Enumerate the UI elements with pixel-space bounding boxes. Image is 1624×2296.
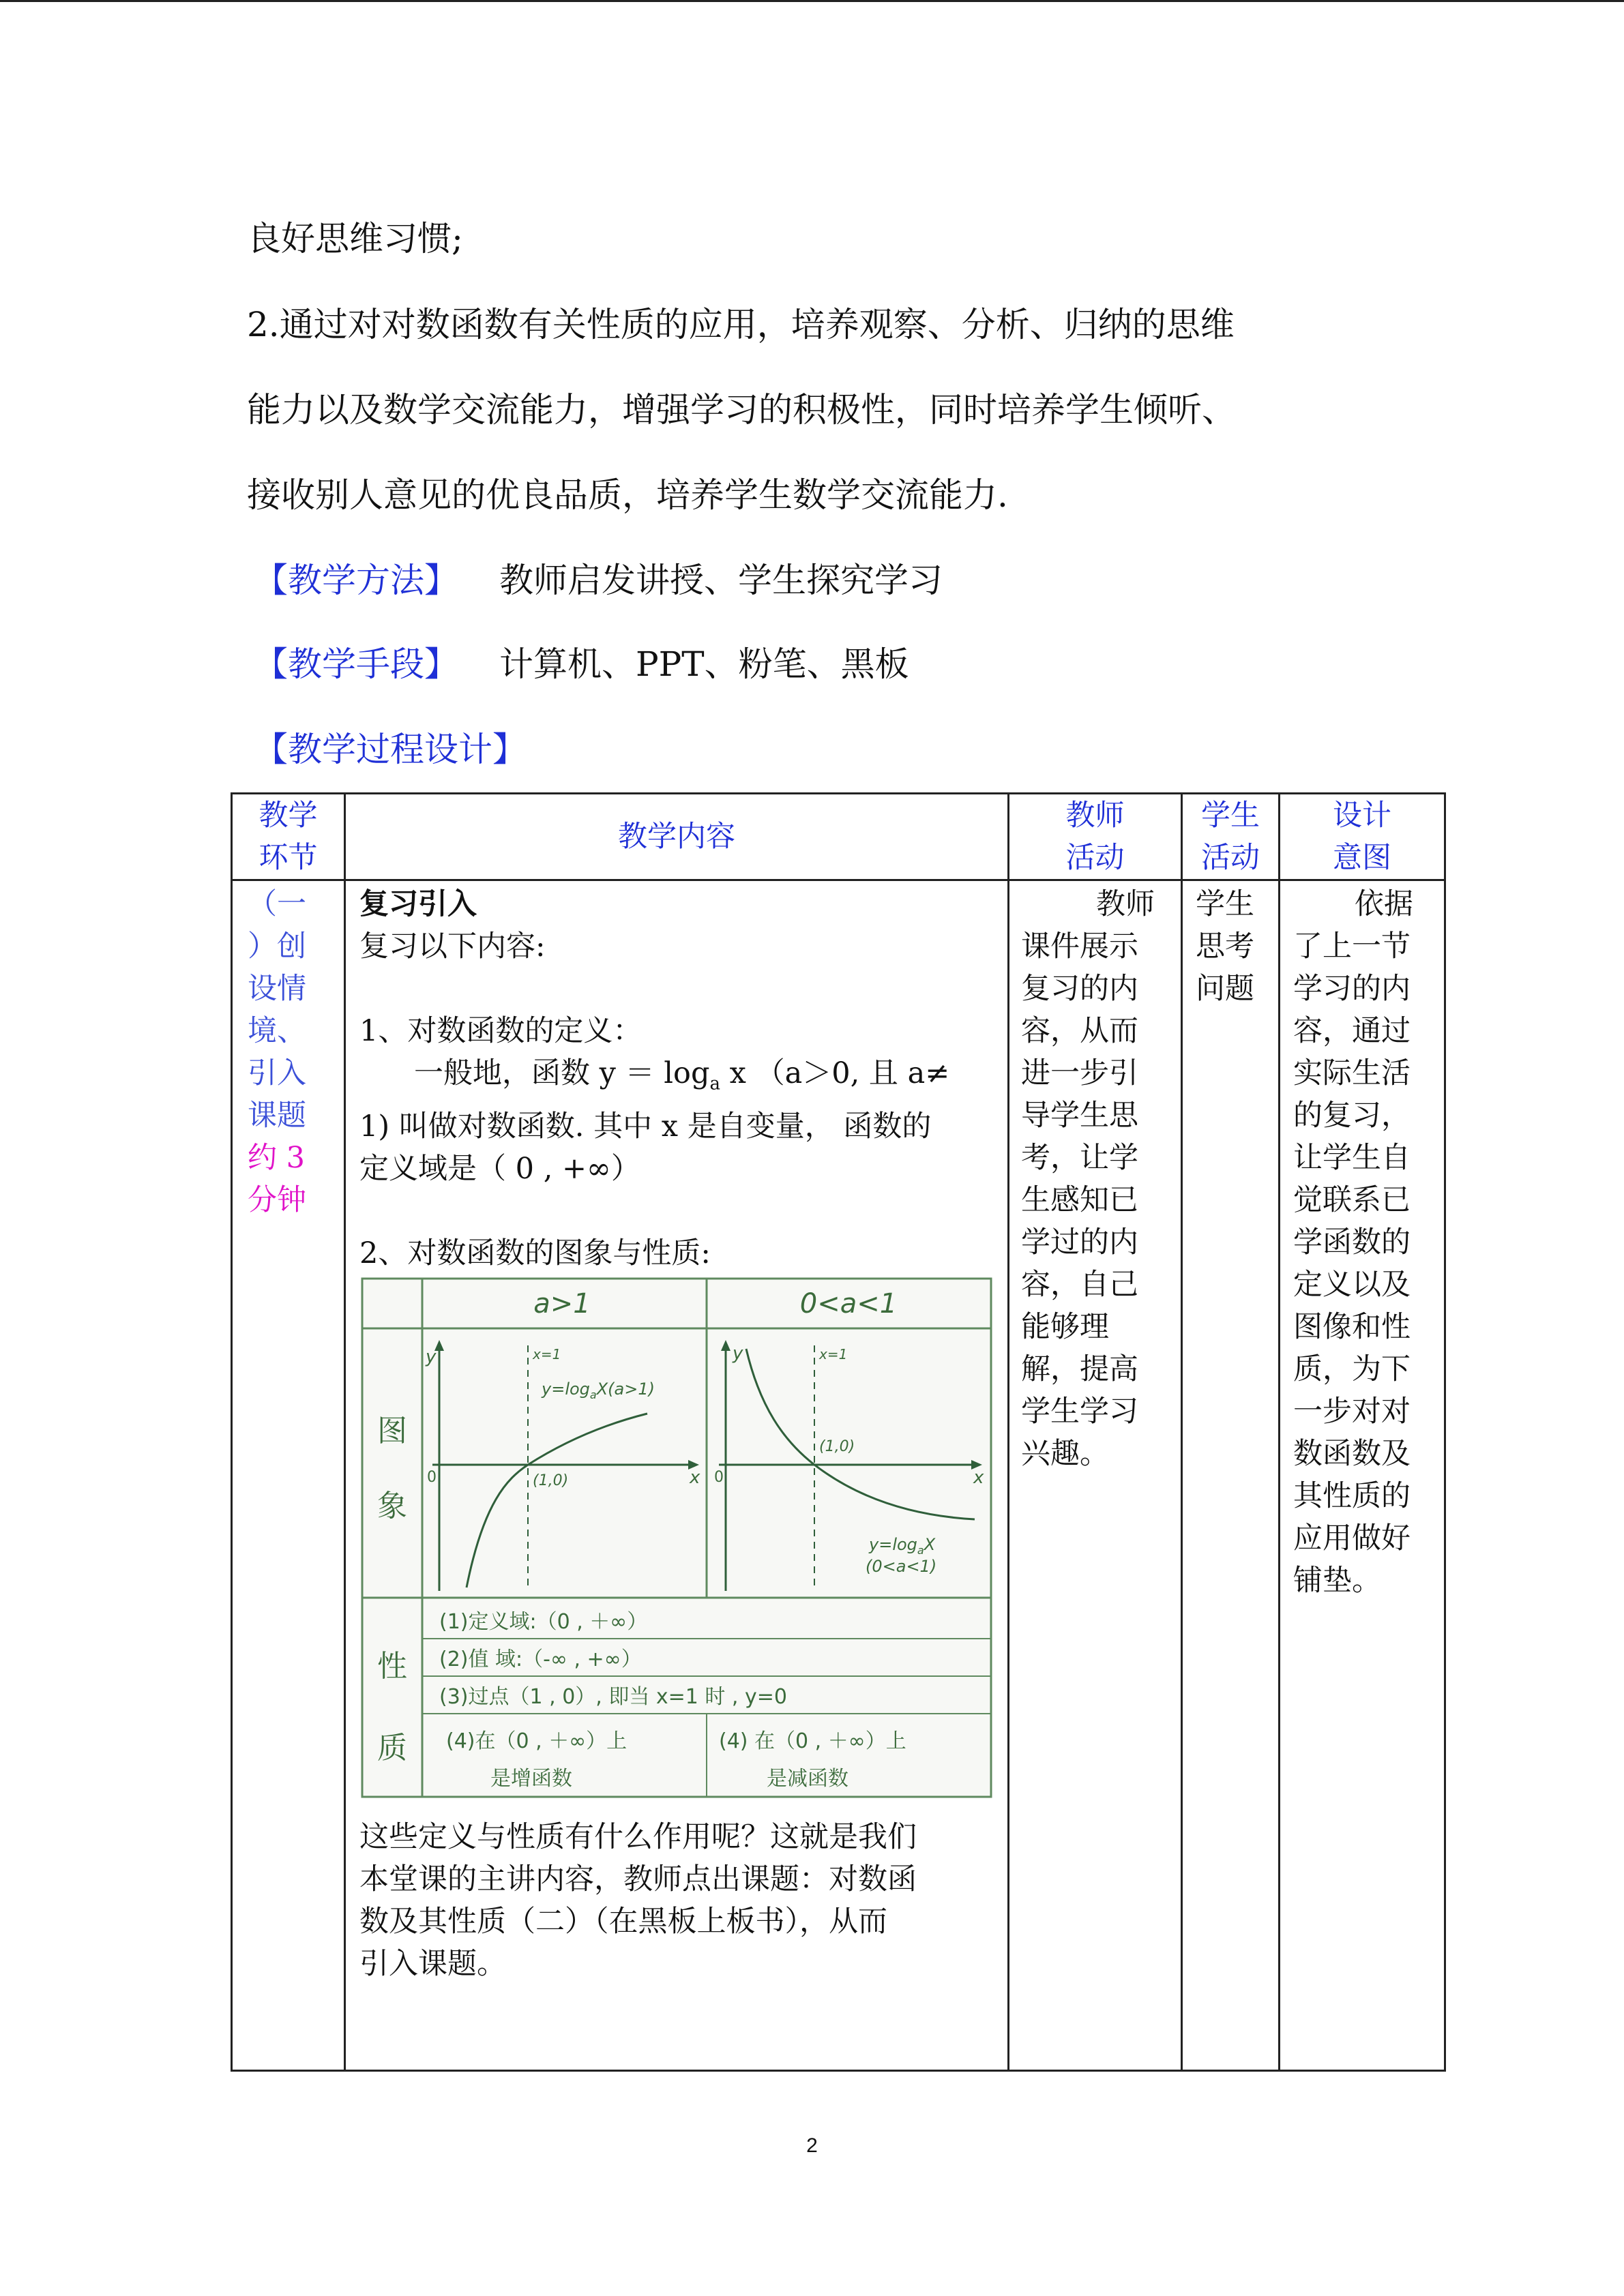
- header-teacher-activity: [1009, 794, 1181, 879]
- axis-label: y: [733, 1343, 743, 1364]
- header-design-line: 意图: [1333, 841, 1391, 875]
- design-intent-line: 一步对对: [1293, 1395, 1411, 1429]
- design-intent-line: 其性质的: [1293, 1479, 1411, 1513]
- design-intent-line: 学函数的: [1293, 1225, 1411, 1259]
- curve-label-text: X(a>1): [596, 1380, 655, 1399]
- design-intent-line: 了上一节: [1293, 929, 1411, 964]
- page-number: 2: [806, 2134, 818, 2157]
- axis-label: x: [690, 1467, 700, 1488]
- teaching-means-value: 计算机、PPT、粉笔、黑板: [499, 644, 909, 684]
- stage-duration-line: 约 3: [248, 1141, 306, 1175]
- body-paragraph: 能力以及数学交流能力，增强学习的积极性，同时培养学生倾听、: [247, 390, 1236, 430]
- design-intent-line: 学习的内: [1293, 972, 1411, 1006]
- student-activity-line: 思考: [1196, 929, 1254, 964]
- property-decreasing: (4) 在（0 , ＋∞）上: [719, 1729, 906, 1753]
- definition-line: [359, 1052, 1001, 1105]
- origin-label: 0: [427, 1469, 437, 1486]
- row-label-graph: 图: [377, 1414, 407, 1448]
- log-function-figure-svg: [361, 1277, 992, 1798]
- property-increasing: (4)在（0 , ＋∞）上: [446, 1729, 628, 1753]
- table-divider: [344, 794, 346, 2070]
- curve-label-text: X: [924, 1535, 936, 1554]
- header-student-line: 活动: [1201, 841, 1260, 875]
- header-stage-line: 环节: [259, 841, 318, 875]
- student-activity-line: 问题: [1196, 972, 1254, 1006]
- closing-line: 本堂课的主讲内容，教师点出课题：对数函: [359, 1862, 917, 1896]
- student-activity-line: 学生: [1196, 887, 1254, 921]
- stage-line: 境、: [248, 1014, 306, 1048]
- body-paragraph: 2.通过对对数函数有关性质的应用，培养观察、分析、归纳的思维: [247, 305, 1235, 344]
- design-intent-line: 铺垫。: [1293, 1564, 1381, 1598]
- lesson-plan-table: [231, 792, 1446, 2072]
- teacher-activity-line: 复习的内: [1021, 972, 1138, 1006]
- teacher-activity-line: 生感知已: [1021, 1183, 1138, 1217]
- property-range: (2)值 域:（-∞ , +∞）: [439, 1648, 642, 1671]
- closing-paragraph: [359, 1816, 1001, 1985]
- design-intent-line: 定义以及: [1293, 1268, 1411, 1302]
- table-divider: [1181, 794, 1183, 2070]
- content-intro: 复习以下内容:: [359, 929, 546, 964]
- table-divider: [1007, 794, 1009, 2070]
- design-intent-line: 容，通过: [1293, 1014, 1411, 1048]
- teaching-process-heading: [254, 725, 527, 774]
- curve-label: [541, 1380, 655, 1401]
- figure-head-a-gt-1: a>1: [533, 1288, 591, 1320]
- stage-line: （一: [248, 887, 306, 921]
- closing-line: 这些定义与性质有什么作用呢？这就是我们: [359, 1820, 917, 1854]
- body-paragraph: 良好思维习惯;: [247, 219, 463, 258]
- design-intent-line: 图像和性: [1293, 1310, 1411, 1344]
- teaching-method-label: 【教学方法】: [254, 561, 458, 600]
- teacher-activity-cell: [1021, 883, 1178, 1475]
- definition-line: 1) 叫做对数函数. 其中 x 是自变量， 函数的: [359, 1109, 932, 1144]
- teaching-means-label: 【教学手段】: [254, 644, 458, 684]
- header-stage: [233, 794, 344, 879]
- header-content: 教学内容: [618, 820, 735, 854]
- axis-label: x: [973, 1467, 984, 1488]
- design-intent-line: 依据: [1355, 887, 1413, 921]
- stage-line: 课题: [248, 1099, 306, 1133]
- teacher-activity-line: 解，提高: [1021, 1352, 1138, 1386]
- teacher-activity-line: 容，从而: [1021, 1014, 1138, 1048]
- design-intent-line: 让学生自: [1293, 1141, 1411, 1175]
- header-stage-line: 教学: [259, 799, 318, 833]
- design-intent-line: 的复习，: [1293, 1099, 1411, 1133]
- design-intent-line: 数函数及: [1293, 1437, 1411, 1471]
- graph-properties-title: 2、对数函数的图象与性质:: [359, 1236, 711, 1270]
- teaching-process-label: 【教学过程设计】: [254, 730, 527, 769]
- table-divider: [1278, 794, 1280, 2070]
- teacher-activity-line: 教师: [1096, 887, 1155, 921]
- header-design-intent: [1280, 794, 1444, 879]
- curve-label-text: y=log: [542, 1380, 590, 1399]
- origin-label: 0: [714, 1469, 724, 1486]
- curve-label-text: y=log: [869, 1535, 917, 1554]
- teacher-activity-line: 兴趣。: [1021, 1437, 1109, 1471]
- closing-line: 引入课题。: [359, 1947, 506, 1981]
- row-label-props: 性: [377, 1649, 407, 1684]
- teaching-means-line: [254, 640, 909, 689]
- curve-label: [868, 1535, 936, 1557]
- stage-line: 设情: [248, 972, 306, 1006]
- teacher-activity-line: 学生学习: [1021, 1395, 1138, 1429]
- teacher-activity-line: 课件展示: [1021, 929, 1138, 964]
- design-intent-line: 质，为下: [1293, 1352, 1411, 1386]
- header-student-line: 学生: [1201, 799, 1260, 833]
- teacher-activity-line: 学过的内: [1021, 1225, 1138, 1259]
- row-label-props: 质: [377, 1731, 407, 1765]
- curve-label-sub: a: [917, 1544, 924, 1557]
- teacher-activity-line: 能够理: [1021, 1310, 1109, 1344]
- teaching-method-value: 教师启发讲授、学生探究学习: [499, 561, 943, 600]
- curve-condition: (0<a<1): [866, 1557, 937, 1576]
- definition-line: 定义域是（ 0 , +∞）: [359, 1151, 640, 1186]
- design-intent-cell: [1293, 883, 1443, 1602]
- page-top-border: [0, 0, 1624, 2]
- definition-text: x （a＞0, 且 a≠: [720, 1056, 950, 1090]
- design-intent-line: 实际生活: [1293, 1056, 1411, 1090]
- closing-line: 数及其性质（二）（在黑板上板书），从而: [359, 1905, 887, 1939]
- vline-label: x=1: [819, 1346, 848, 1362]
- teacher-activity-line: 导学生思: [1021, 1099, 1138, 1133]
- stage-duration-line: 分钟: [248, 1183, 306, 1217]
- student-activity-cell: [1196, 883, 1276, 1010]
- header-student-activity: [1183, 794, 1278, 879]
- curve-label-sub: a: [589, 1388, 597, 1401]
- point-label: (1,0): [533, 1472, 569, 1489]
- table-divider: [233, 879, 1444, 881]
- design-intent-line: 应用做好: [1293, 1521, 1411, 1555]
- property-domain: (1)定义域:（0 , ＋∞）: [439, 1610, 648, 1634]
- log-function-figure: [361, 1277, 992, 1798]
- stage-line: ）创: [248, 929, 306, 964]
- point-label: (1,0): [819, 1438, 855, 1455]
- content-cell: [359, 883, 1001, 1274]
- stage-cell: [233, 883, 344, 1221]
- vline-label: x=1: [533, 1346, 561, 1362]
- log-base: a: [709, 1073, 720, 1094]
- row-label-graph: 象: [377, 1489, 407, 1523]
- teaching-method-line: [254, 556, 943, 605]
- header-teacher-line: 活动: [1065, 841, 1125, 875]
- teacher-activity-line: 进一步引: [1021, 1056, 1138, 1090]
- header-design-line: 设计: [1333, 799, 1391, 833]
- teacher-activity-line: 考，让学: [1021, 1141, 1138, 1175]
- property-increasing: 是增函数: [490, 1767, 572, 1791]
- stage-line: 引入: [248, 1056, 306, 1090]
- body-paragraph: 接收别人意见的优良品质，培养学生数学交流能力.: [247, 475, 1008, 515]
- header-teacher-line: 教师: [1065, 799, 1125, 833]
- definition-title: 1、对数函数的定义：: [359, 1014, 643, 1048]
- content-title: 复习引入: [359, 887, 477, 921]
- axis-label: y: [426, 1347, 437, 1367]
- figure-head-a-between: 0<a<1: [799, 1288, 898, 1320]
- property-decreasing: 是减函数: [767, 1767, 848, 1791]
- design-intent-line: 觉联系已: [1293, 1183, 1411, 1217]
- property-fixed-point: (3)过点（1 , 0）, 即当 x=1 时 , y=0: [439, 1685, 787, 1709]
- teacher-activity-line: 容，自己: [1021, 1268, 1138, 1302]
- definition-text: 一般地，函数 y ＝ log: [414, 1056, 710, 1090]
